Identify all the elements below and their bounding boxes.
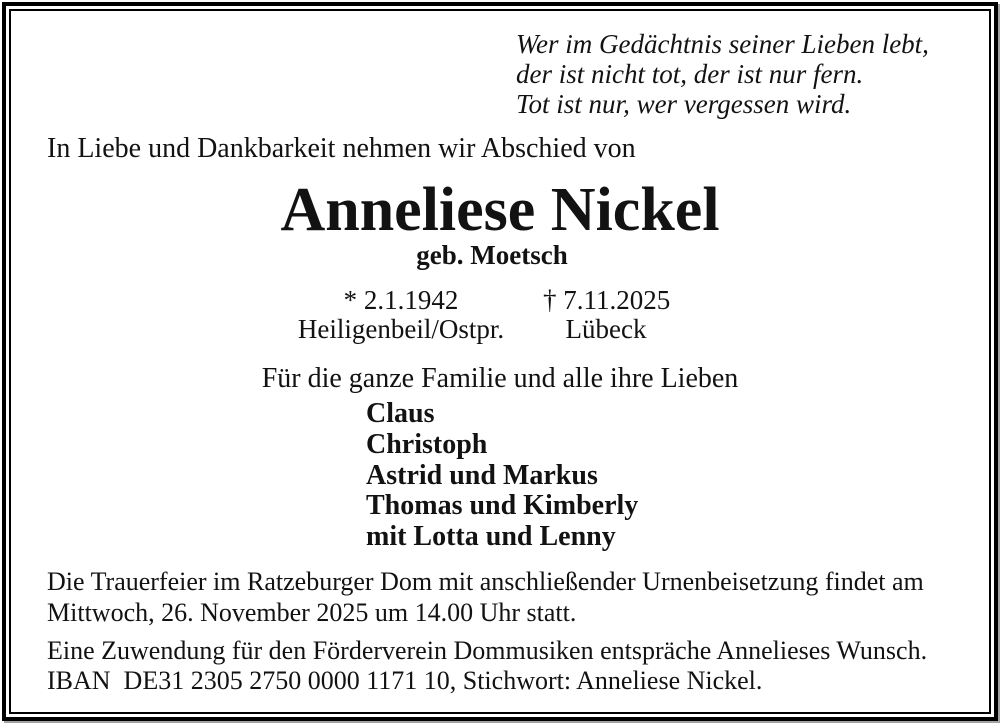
maiden-name: geb. Moetsch xyxy=(416,240,568,270)
memorial-quote-line-2: der ist nicht tot, der ist nur fern. xyxy=(516,59,864,89)
family-member: mit Lotta und Lenny xyxy=(366,521,616,553)
death-place: Lübeck xyxy=(565,314,647,344)
donation-note-line-1: Eine Zuwendung für den Förderverein Dommusiken entspräche Annelieses Wunsch. xyxy=(47,636,928,665)
death-date-line xyxy=(543,286,669,315)
family-intro: Für die ganze Familie und alle ihre Lieben xyxy=(261,363,739,394)
donation-note xyxy=(47,636,927,696)
memorial-quote xyxy=(516,29,929,119)
memorial-quote-line-1: Wer im Gedächtnis seiner Lieben lebt, xyxy=(516,29,929,59)
birth-date: 2.1.1942 xyxy=(363,285,459,315)
farewell-intro: In Liebe und Dankbarkeit nehmen wir Abschied von xyxy=(47,133,636,164)
death-date: 7.11.2025 xyxy=(563,285,671,315)
birth-star-symbol: * xyxy=(343,285,358,315)
family-member: Christoph xyxy=(366,428,488,460)
birth-info xyxy=(294,286,508,344)
funeral-announcement-line-2: Mittwoch, 26. November 2025 um 14.00 Uhr statt. xyxy=(47,598,577,627)
death-cross-symbol: † xyxy=(543,285,557,315)
funeral-announcement xyxy=(47,566,924,628)
family-member: Astrid und Markus xyxy=(366,459,598,491)
birth-place: Heiligenbeil/Ostpr. xyxy=(297,314,505,344)
birth-date-line xyxy=(294,286,508,315)
donation-iban-line: IBAN DE31 2305 2750 0000 1171 10, Stichwort: Anneliese Nickel. xyxy=(47,666,763,695)
death-info xyxy=(543,286,669,344)
family-member: Claus xyxy=(366,398,435,429)
funeral-announcement-line-1: Die Trauerfeier im Ratzeburger Dom mit anschließender Urnenbeisetzung findet am xyxy=(47,567,924,596)
family-members xyxy=(366,399,638,553)
memorial-quote-line-3: Tot ist nur, wer vergessen wird. xyxy=(516,89,852,119)
family-member: Thomas und Kimberly xyxy=(366,490,639,522)
deceased-name: Anneliese Nickel xyxy=(280,176,720,244)
